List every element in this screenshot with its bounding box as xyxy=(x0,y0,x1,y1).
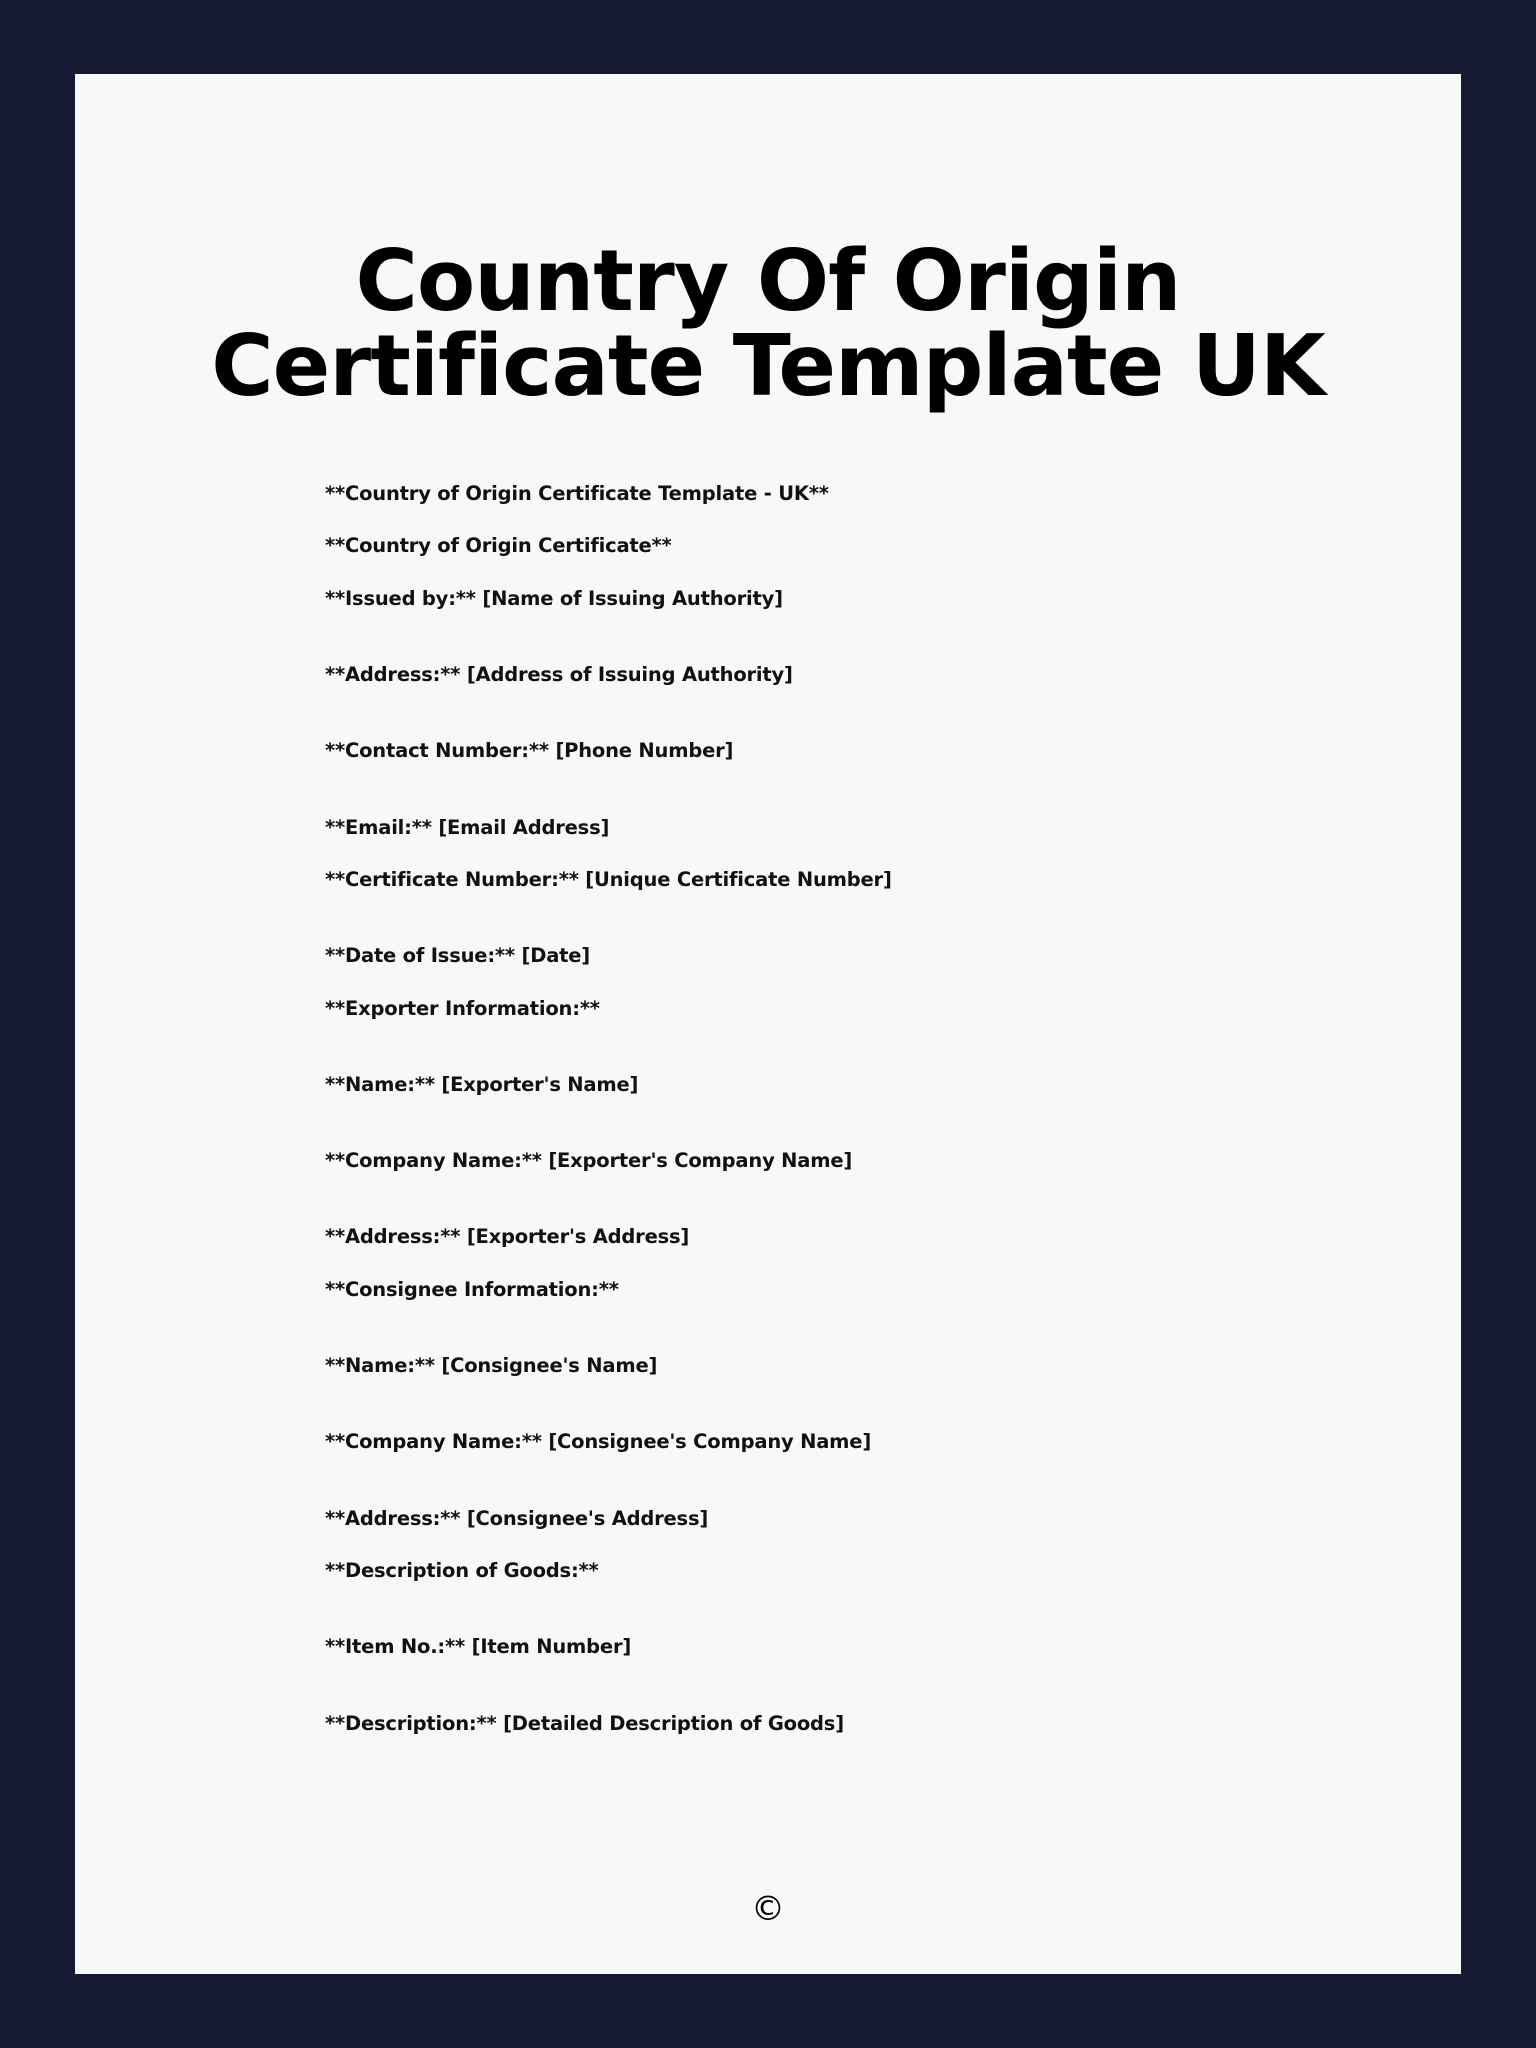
document-line: **Contact Number:** [Phone Number] xyxy=(325,739,734,763)
document-line: **Address:** [Consignee's Address] xyxy=(325,1506,709,1530)
document-line: **Company Name:** [Consignee's Company Name] xyxy=(325,1430,872,1454)
document-line: **Email:** [Email Address] xyxy=(325,815,610,839)
document-line: **Exporter Information:** xyxy=(325,996,600,1020)
document-page xyxy=(75,74,1461,1974)
document-line: **Country of Origin Certificate Template - UK** xyxy=(325,482,829,505)
document-line: **Name:** [Consignee's Name] xyxy=(325,1354,658,1378)
document-body xyxy=(75,481,1461,1737)
document-line: **Item No.:** [Item Number] xyxy=(325,1635,632,1659)
document-line: **Company Name:** [Exporter's Company Name] xyxy=(325,1149,853,1173)
document-line: **Certificate Number:** [Unique Certificate Number] xyxy=(325,867,892,891)
document-line: **Consignee Information:** xyxy=(325,1277,619,1301)
page-title: Country Of Origin Certificate Template UK xyxy=(211,232,1325,416)
document-line: **Address:** [Exporter's Address] xyxy=(325,1225,690,1249)
document-line: **Date of Issue:** [Date] xyxy=(325,944,591,968)
document-line: **Description of Goods:** xyxy=(325,1559,599,1582)
document-line: **Country of Origin Certificate** xyxy=(325,534,672,558)
document-line: **Address:** [Address of Issuing Authority] xyxy=(325,662,793,686)
document-line: **Issued by:** [Name of Issuing Authority] xyxy=(325,586,783,610)
document-line: **Description:** [Detailed Description of Goods] xyxy=(325,1711,844,1735)
document-line: **Name:** [Exporter's Name] xyxy=(325,1072,639,1096)
copyright-icon: © xyxy=(751,1889,785,1929)
